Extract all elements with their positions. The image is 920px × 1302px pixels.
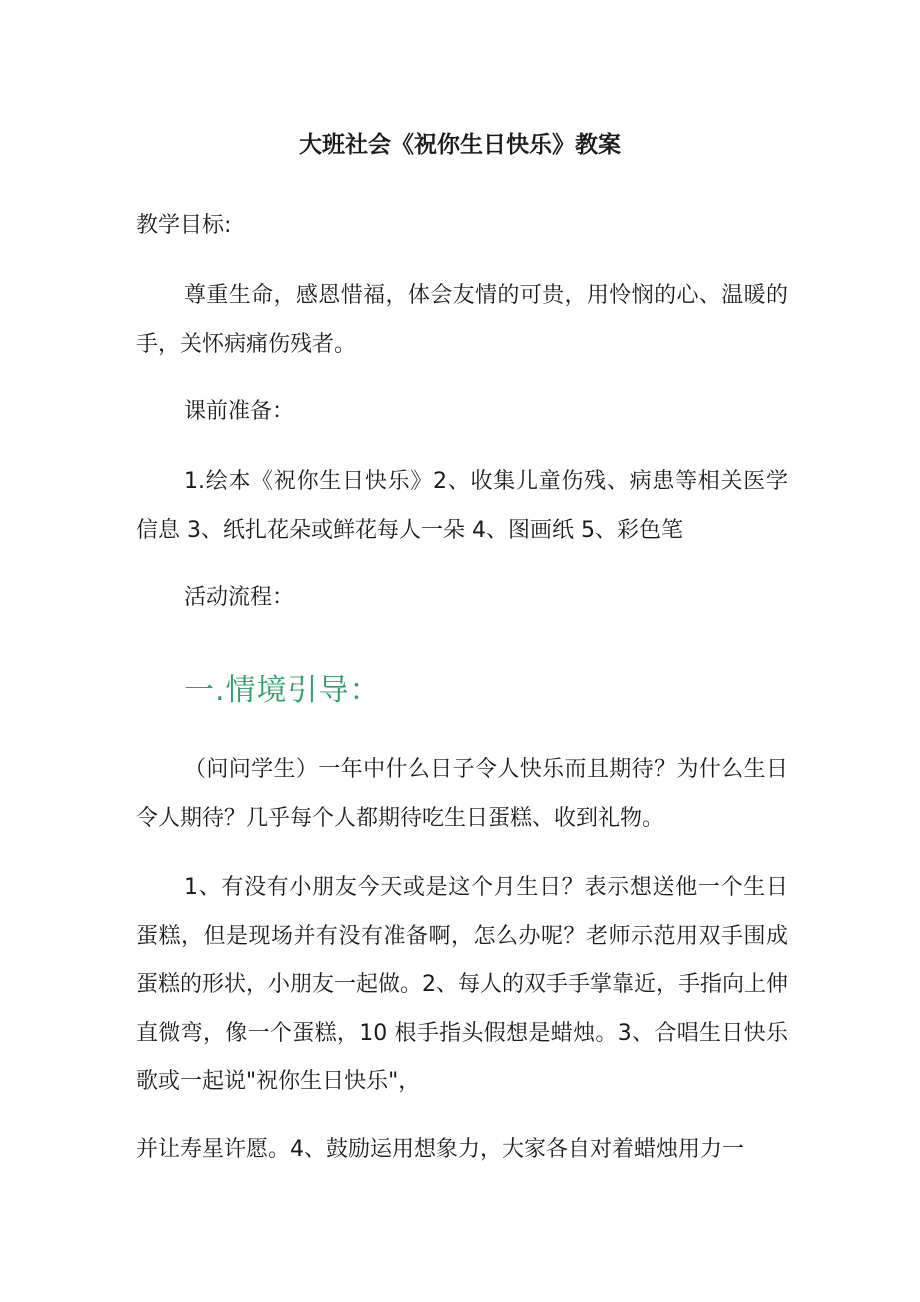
document-title: 大班社会《祝你生日快乐》教案 (299, 132, 621, 158)
continuation-paragraph: 并让寿星许愿。4、鼓励运用想象力，大家各自对着蜡烛用力一 (136, 1137, 744, 1162)
prep-text: 1.绘本《祝你生日快乐》2、收集儿童伤残、病患等相关医学信息 3、纸扎花朵或鲜花每人一朵 4、图画纸 5、彩色笔 (136, 469, 788, 543)
section-heading: 一.情境引导： (184, 673, 381, 708)
goal-text: 尊重生命，感恩惜福，体会友情的可贵，用怜悯的心、温暖的手，关怀病痛伤残者。 (136, 283, 788, 357)
prep-label: 课前准备： (184, 399, 295, 424)
steps-paragraph: 1、有没有小朋友今天或是这个月生日？表示想送他一个生日蛋糕，但是现场并有没有准备啊，怎么办呢？老师示范用双手围成蛋糕的形状，小朋友一起做。2、每人的双手手掌靠近，手指向上伸直微弯，像一个蛋糕，10 根手指头假想是蜡烛。3、合唱生日快乐歌或一起说"祝你生日快乐"， (136, 875, 788, 1094)
flow-label: 活动流程： (184, 585, 295, 610)
intro-paragraph: （问问学生）一年中什么日子令人快乐而且期待？为什么生日令人期待？几乎每个人都期待吃生日蛋糕、收到礼物。 (136, 757, 788, 831)
goal-label: 教学目标: (136, 213, 232, 238)
